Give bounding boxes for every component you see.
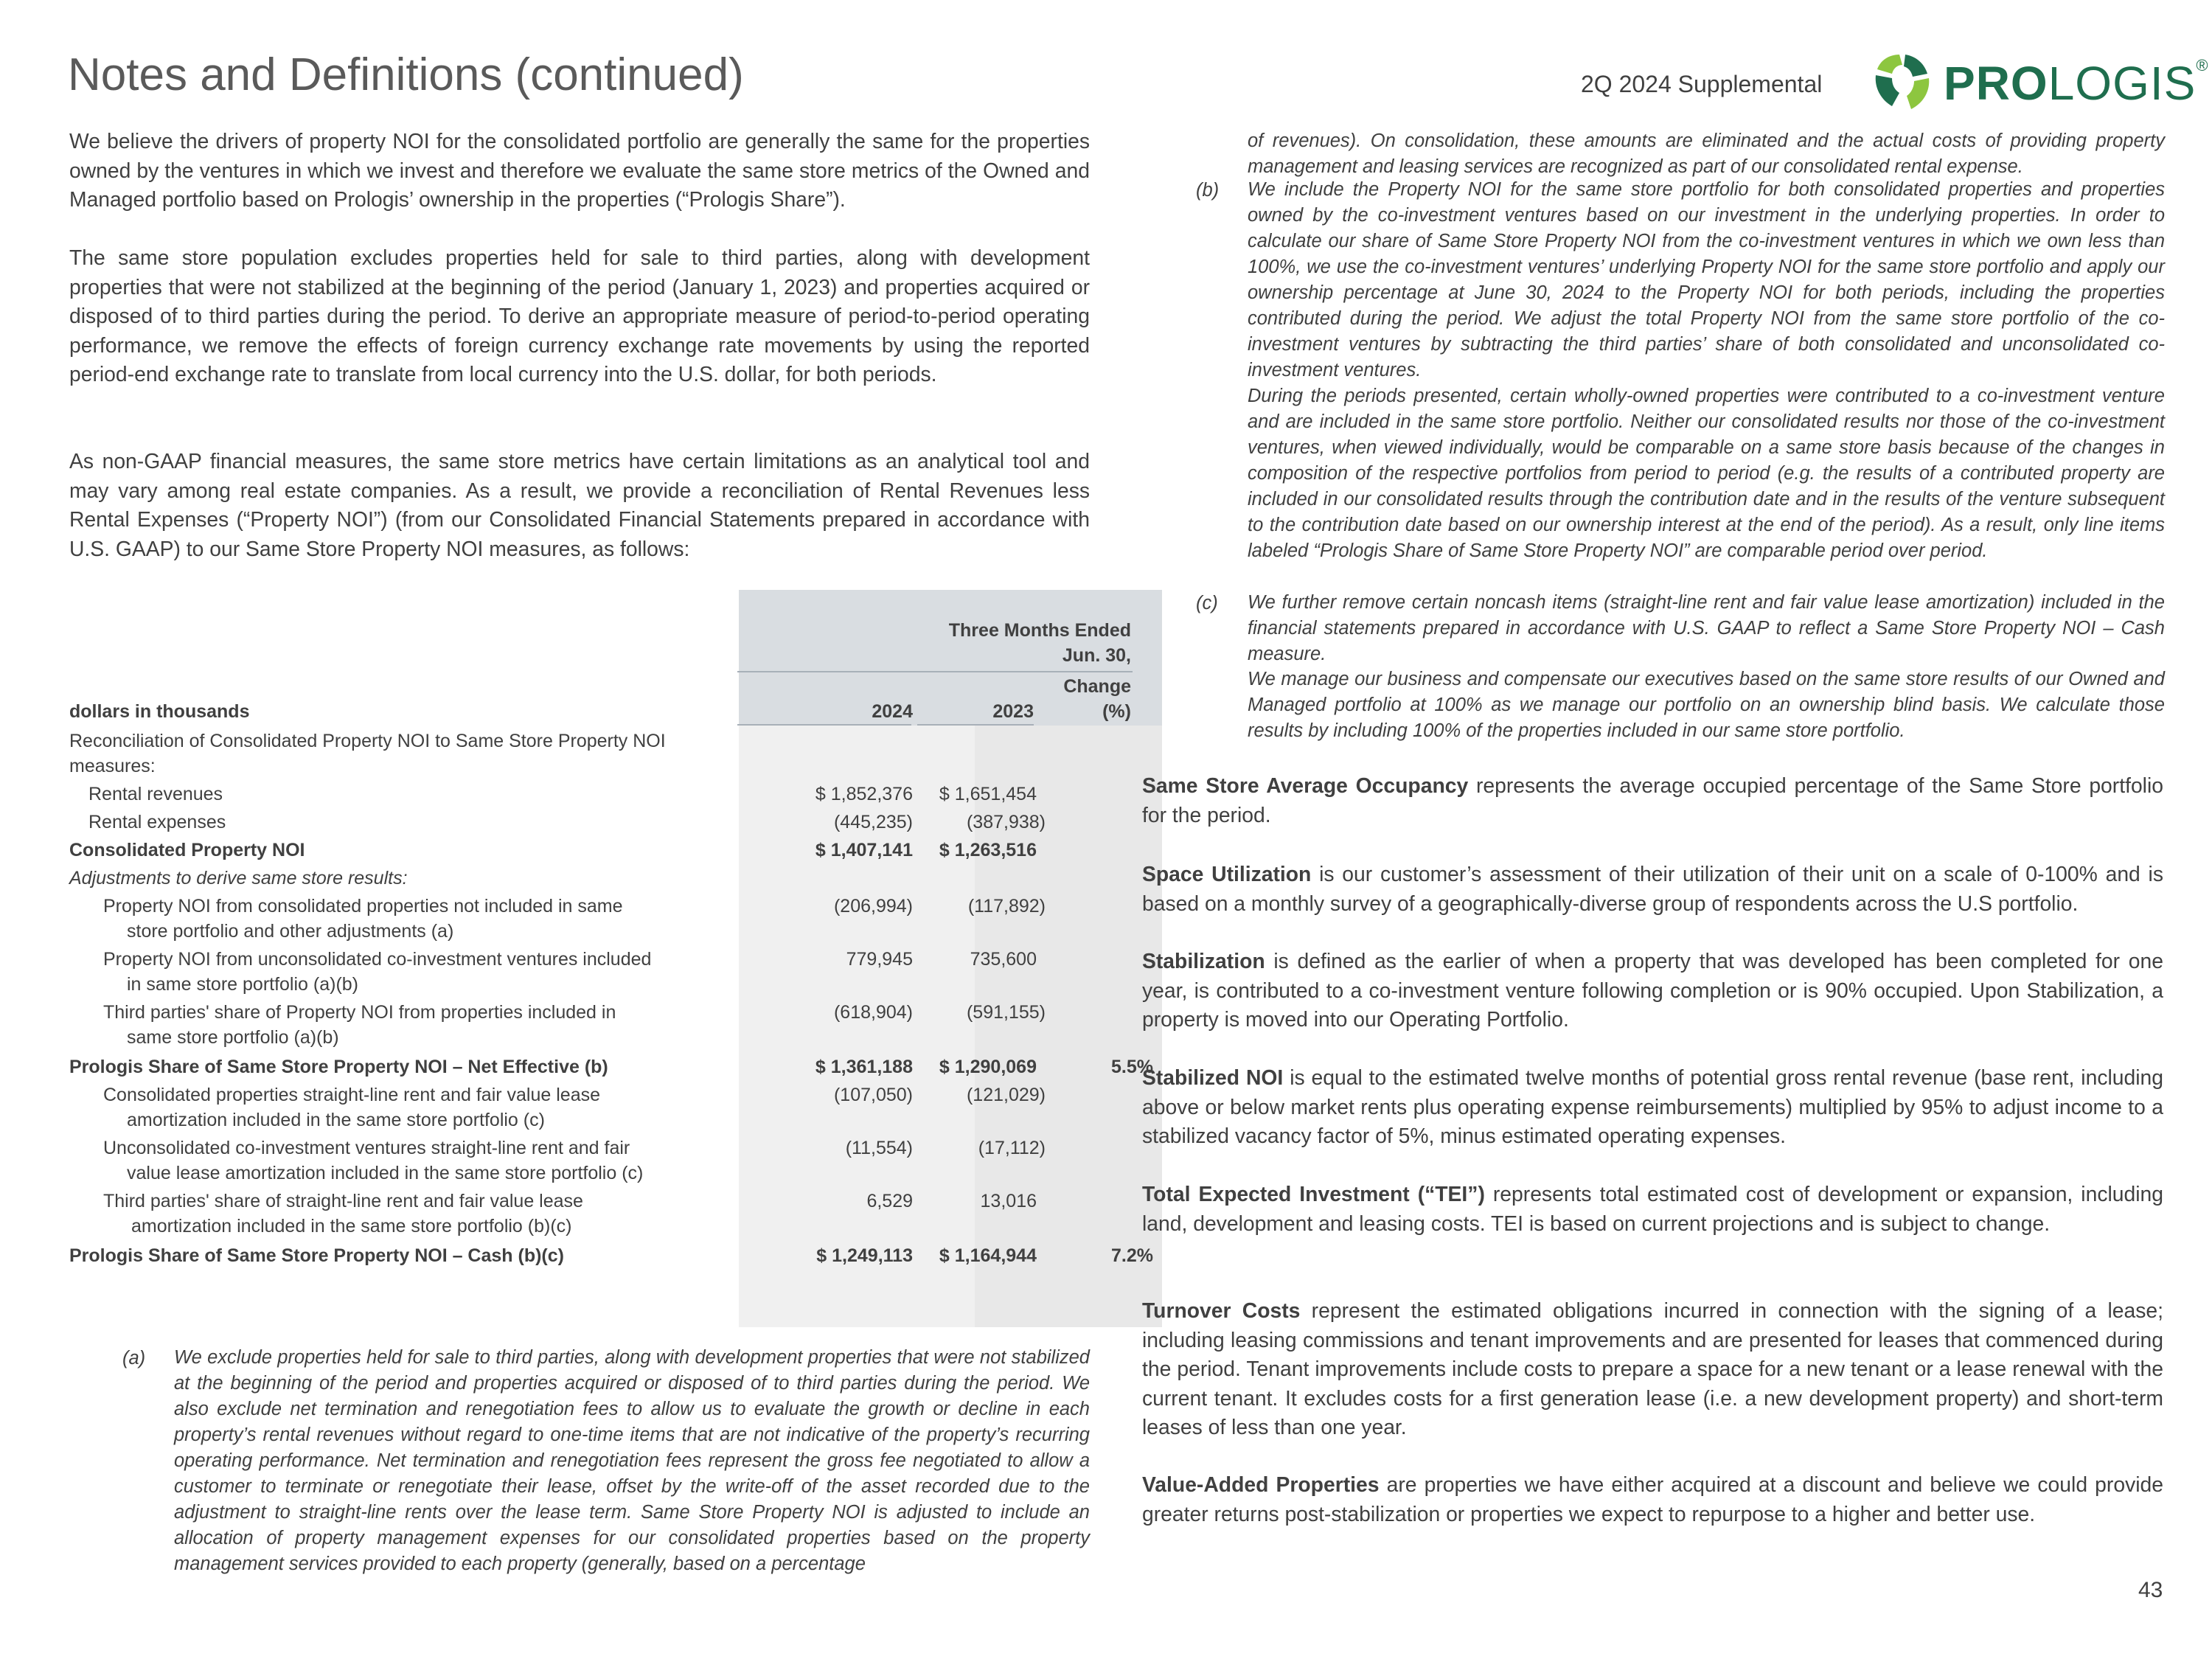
- intro-paragraph-1: We believe the drivers of property NOI for the consolidated portfolio are generally the same for the properties owned by the ventures in which we invest and therefore we evaluate the same store metrics of the Owned and Managed portfolio based on Prologis’ ownership in the properties (“Prologis Share”).: [69, 129, 1090, 211]
- intro-paragraph-3: As non-GAAP financial measures, the same store metrics have certain limitations as an analytical tool and may vary among real estate companies. As a result, we provide a reconciliation of Rental Revenues less Rental Expenses (“Property NOI”) (from our Consolidated Financial Statements prepared in accordance with U.S. GAAP) to our Same Store Property NOI measures, as follows:: [69, 449, 1090, 560]
- table-cell-2024: 6,529: [866, 1191, 913, 1211]
- definition-stabilization: Stabilization is defined as the earlier of when a property that was developed has been completed for one year, is contributed to a co-investment venture following completion or is 90% occupied. Upon Stabilization, a property is moved into our Operating Portfolio.: [1142, 949, 2163, 1031]
- table-row-label-cont: same store portfolio (a)(b): [127, 1027, 339, 1048]
- table-cell-2024: (206,994): [833, 896, 913, 917]
- table-cell-2023: $ 1,651,454: [939, 784, 1037, 804]
- period-header: Three Months Ended: [948, 620, 1131, 641]
- table-row-label-cont: value lease amortization included in the same store portfolio (c): [127, 1163, 644, 1183]
- table-cell-2024: 779,945: [846, 949, 913, 970]
- footnote-a-continued: of revenues). On consolidation, these amounts are eliminated and the actual costs of providing property management and leasing services are recognized as part of our consolidated rental expense.: [1248, 131, 2165, 177]
- table-cell-change: 7.2%: [1111, 1245, 1153, 1266]
- table-cell-2023: $ 1,263,516: [939, 840, 1037, 860]
- table-cell-2023: (591,155): [966, 1002, 1046, 1023]
- table-row-label-cont: amortization included in the same store portfolio (b)(c): [131, 1216, 572, 1237]
- footnote-c-text-1: We further remove certain noncash items (straight-line rent and fair value lease amortization) included in the financial statements prepared in accordance with U.S. GAAP to reflect a Same Store Property NOI – Cash measure.: [1248, 592, 2165, 664]
- intro-paragraph-2: The same store population excludes properties held for sale to third parties, along with development properties that were not stabilized at the beginning of the period (January 1, 2023) and properties acquired or disposed of to third parties during the period. To derive an appropriate measure of period-to-period operating performance, we remove the effects of foreign currency exchange rate movements by using the reported period-end exchange rate to translate from local currency into the U.S. dollar, for both periods.: [69, 246, 1090, 386]
- change-header: Change: [1063, 676, 1131, 697]
- table-row-label: Prologis Share of Same Store Property NOI – Cash (b)(c): [69, 1245, 564, 1266]
- table-cell-2024: $ 1,361,188: [815, 1057, 913, 1077]
- definition-same-store-average-occupancy: Same Store Average Occupancy represents the average occupied percentage of the Same Store portfolio for the period.: [1142, 773, 2163, 827]
- change-pct-header: (%): [1102, 701, 1131, 722]
- page-number: 43: [2138, 1578, 2163, 1602]
- table-row-label: Rental revenues: [88, 784, 223, 804]
- table-cell-2024: (11,554): [845, 1138, 913, 1158]
- table-row-label: Reconciliation of Consolidated Property NOI to Same Store Property NOI: [69, 731, 666, 751]
- col-2023-header: 2023: [992, 701, 1034, 722]
- table-cell-2023: (17,112): [978, 1138, 1046, 1158]
- table-cell-2024: (107,050): [833, 1085, 913, 1105]
- footnote-c-text-2: We manage our business and compensate our executives based on the same store results of our Owned and Managed portfolio at 100% as we manage our portfolio on an ownership blind basis. We calculate those results by including 100% of the properties included in our same store portfolio.: [1248, 669, 2165, 741]
- definition-value-added-properties: Value-Added Properties are properties we have either acquired at a discount and believe we could provide greater returns post-stabilization or properties we expect to repurpose to a higher and better use.: [1142, 1472, 2163, 1526]
- table-row-label: Unconsolidated co-investment ventures straight-line rent and fair: [103, 1138, 630, 1158]
- footnote-b-label: (b): [1196, 180, 1220, 201]
- table-row-label: Consolidated properties straight-line rent and fair value lease: [103, 1085, 600, 1105]
- table-row-label: Third parties' share of Property NOI from properties included in: [103, 1002, 616, 1023]
- table-row-label: Prologis Share of Same Store Property NOI – Net Effective (b): [69, 1057, 608, 1077]
- prologis-wordmark: PROLOGIS®: [1944, 56, 2209, 110]
- table-cell-2023: (387,938): [966, 812, 1046, 832]
- table-row-label-cont: store portfolio and other adjustments (a): [127, 921, 454, 942]
- table-row-label: Property NOI from unconsolidated co-investment ventures included: [103, 949, 652, 970]
- table-cell-2024: $ 1,852,376: [815, 784, 913, 804]
- footnote-b-text-2: During the periods presented, certain wholly-owned properties were contributed to a co-investment venture and are included in the same store portfolio. Neither our consolidated results nor those of the co-investment ventures, when viewed individually, would be comparable on a same store basis because of the changes in composition of the respective portfolios from period to period (e.g. the results of a contributed property are included in our consolidated results through the contribution date and in the results of the venture subsequent to the contribution date based on our ownership interest at the end of the period). As a result, only line items labeled “Prologis Share of Same Store Property NOI” are comparable period over period.: [1248, 386, 2165, 561]
- table-cell-2024: $ 1,407,141: [815, 840, 913, 860]
- prologis-logo: [1870, 52, 2209, 118]
- table-cell-2023: (121,029): [966, 1085, 1046, 1105]
- supplement-label: 2Q 2024 Supplemental: [1581, 71, 1823, 97]
- table-cell-change: 5.5%: [1111, 1057, 1153, 1077]
- same-store-noi-table: [69, 590, 1153, 1327]
- page-title: Notes and Definitions (continued): [68, 49, 744, 100]
- footnote-a-label: (a): [122, 1348, 146, 1368]
- definition-stabilized-noi: Stabilized NOI is equal to the estimated twelve months of potential gross rental revenue (base rent, including above or below market rents plus operating expense reimbursements) multiplied by 95% to adjust income to a stabilized vacancy factor of 5%, minus estimated operating expenses.: [1142, 1065, 2164, 1147]
- table-row-label-cont: in same store portfolio (a)(b): [127, 974, 359, 995]
- table-row-label-cont: amortization included in the same store portfolio (c): [127, 1110, 545, 1130]
- table-row-label: Third parties' share of straight-line rent and fair value lease: [103, 1191, 583, 1211]
- prologis-logo-icon: [1870, 52, 1933, 115]
- table-row-label: Consolidated Property NOI: [69, 840, 305, 860]
- table-cell-2024: (445,235): [833, 812, 913, 832]
- table-cell-2024: (618,904): [833, 1002, 913, 1023]
- table-cell-2023: 13,016: [980, 1191, 1037, 1211]
- table-row-label: Property NOI from consolidated properties not included in same: [103, 896, 623, 917]
- table-row-label: Adjustments to derive same store results:: [69, 868, 408, 888]
- units-label: dollars in thousands: [69, 701, 250, 722]
- definition-turnover-costs: Turnover Costs represent the estimated obligations incurred in connection with the signing of a lease; including leasing commissions and tenant improvements and are presented for leases that commenced during the period. Tenant improvements include costs to prepare a space for a new tenant or a lease renewal with the current tenant. It excludes costs for a first generation lease (i.e. a new development property) and short-term leases of less than one year.: [1142, 1298, 2163, 1439]
- table-row-label: measures:: [69, 756, 156, 776]
- table-cell-2023: $ 1,164,944: [939, 1245, 1037, 1266]
- col-2024-header: 2024: [872, 701, 913, 722]
- table-cell-2023: 735,600: [970, 949, 1037, 970]
- definition-total-expected-investment: Total Expected Investment (“TEI”) represents total estimated cost of development or expansion, including land, development and leasing costs. TEI is based on current projections and is subject to change.: [1142, 1182, 2163, 1235]
- period-date: Jun. 30,: [1062, 645, 1131, 666]
- footnote-c-label: (c): [1196, 593, 1218, 613]
- footnote-b-text-1: We include the Property NOI for the same store portfolio for both consolidated properties and properties owned by the co-investment ventures based on our investment in the underlying properties. In order to calculate our share of Same Store Property NOI from the co-investment ventures in which we own less than 100%, we use the co-investment ventures’ underlying Property NOI for the same store portfolio and apply our ownership percentage at June 30, 2024 to the Property NOI for both periods, including the properties contributed during the period. We adjust the total Property NOI from the same store portfolio of the co-investment ventures by subtracting the third parties’ share of both consolidated and unconsolidated co-investment ventures.: [1248, 179, 2165, 380]
- definition-space-utilization: Space Utilization is our customer’s assessment of their utilization of their unit on a scale of 0-100% and is based on a monthly survey of a geographically-diverse group of respondents across the U.S portfolio.: [1142, 862, 2163, 915]
- footnote-a-text: We exclude properties held for sale to third parties, along with development properties that were not stabilized at the beginning of the period and properties acquired or disposed of to third parties during the period. We also exclude net termination and renegotiation fees to allow us to evaluate the growth or decline in each property’s rental revenues without regard to one-time items that are not indicative of the property’s recurring operating performance. Net termination and renegotiation fees represent the gross fee negotiated to allow a customer to terminate or renegotiate their lease, offset by the write-off of the asset recorded due to the adjustment to straight-line rents over the lease term. Same Store Property NOI is adjusted to include an allocation of property management expenses for our consolidated properties based on the property management services provided to each property (generally, based on a percentage: [174, 1347, 1090, 1574]
- table-cell-2023: (117,892): [967, 896, 1046, 917]
- table-cell-2024: $ 1,249,113: [816, 1245, 913, 1266]
- table-cell-2023: $ 1,290,069: [939, 1057, 1037, 1077]
- table-row-label: Rental expenses: [88, 812, 226, 832]
